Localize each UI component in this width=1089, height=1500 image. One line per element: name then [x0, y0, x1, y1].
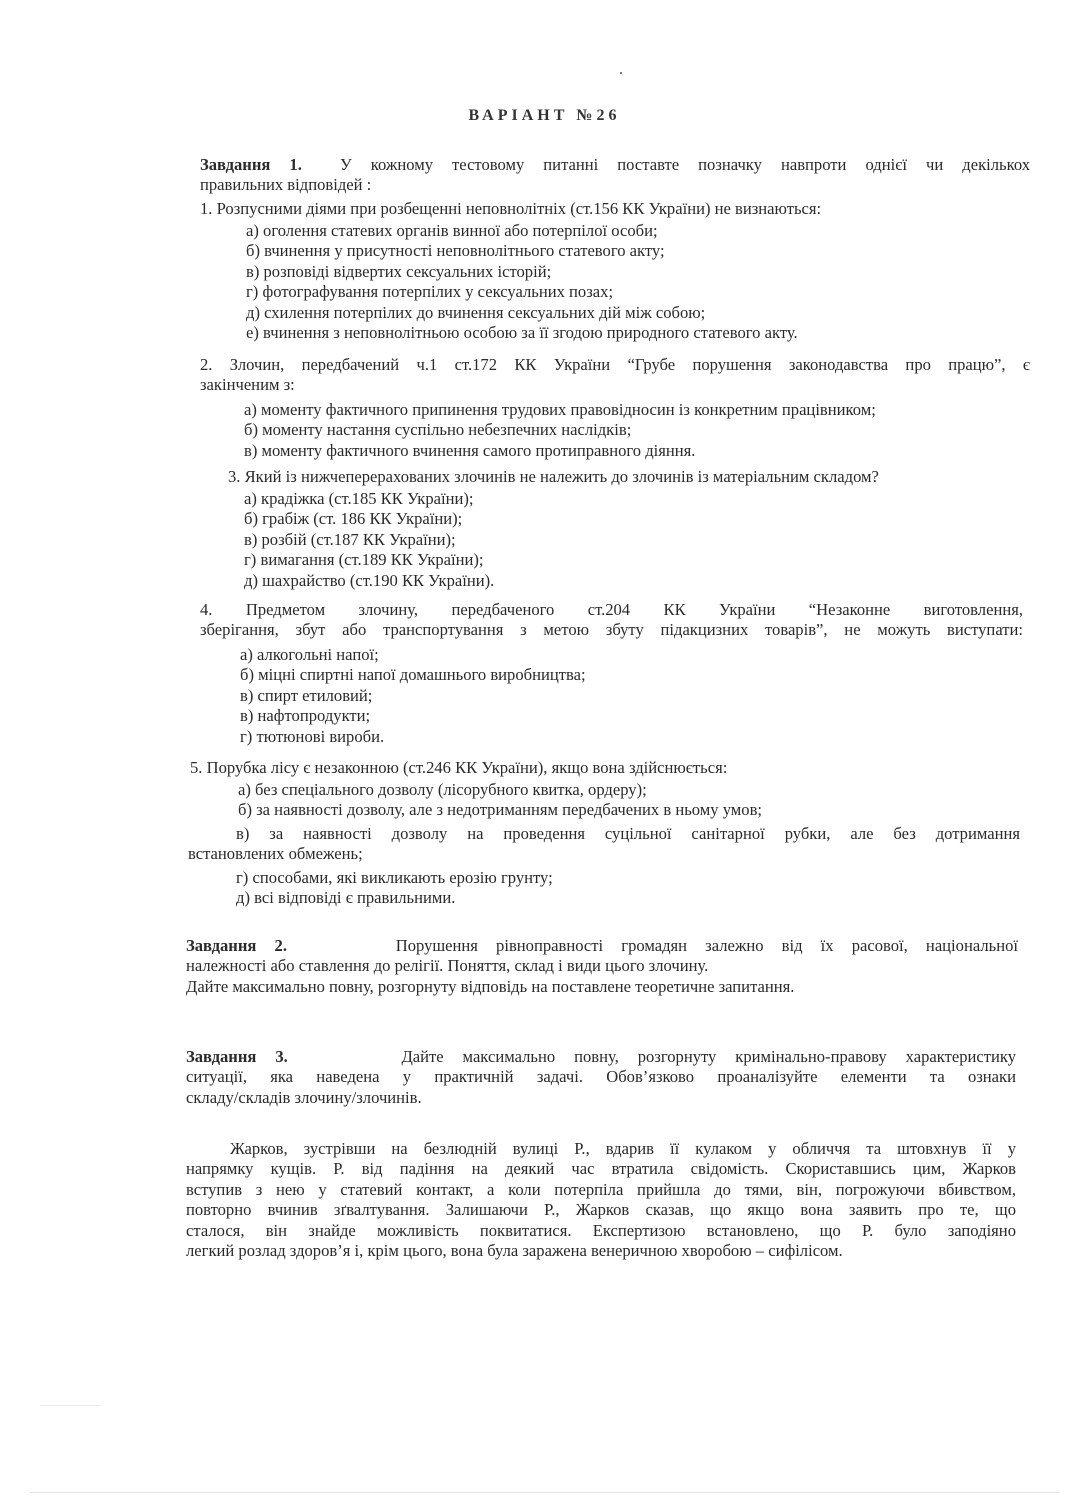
- question-3-text: 3. Який із нижчеперерахованих злочинів не належить до злочинів із матеріальним складом?: [228, 467, 879, 486]
- option: в) моменту фактичного вчинення самого протиправного діяння.: [244, 440, 696, 460]
- task2-line3: Дайте максимально повну, розгорнуту відповідь на поставлене теоретичне запитання.: [186, 976, 795, 996]
- task1-intro-line1: Завдання 1. У кожному тестовому питанні поставте позначку навпроти однієї чи декількох: [200, 155, 1030, 174]
- option: в) розповіді відвертих сексуальних історій;: [246, 261, 552, 281]
- question-4: [200, 600, 1023, 641]
- option: в) нафтопродукти;: [240, 706, 371, 726]
- option: г) вимагання (ст.189 КК України);: [244, 550, 484, 570]
- option: д) схилення потерпілих до вчинення сексуальних дій між собою;: [246, 302, 706, 322]
- option: а) оголення статевих органів винної або потерпілої особи;: [246, 221, 658, 240]
- option: б) міцні спиртні напої домашнього виробництва;: [240, 665, 586, 685]
- option: г) фотографування потерпілих у сексуальних позах;: [246, 282, 614, 302]
- question-5-options-tail: [236, 868, 553, 909]
- task2: [186, 936, 1018, 997]
- question-2-options: [244, 400, 876, 461]
- question-3-options: [244, 489, 494, 591]
- question-2-line1: 2. Злочин, передбачений ч.1 ст.172 КК України “Грубе порушення законодавства про працю”, є: [200, 355, 1030, 374]
- task2-line2: належності або ставлення до релігії. Поняття, склад і види цього злочину.: [186, 956, 709, 976]
- option: б) за наявності дозволу, але з недотриманням передбачених в ньому умов;: [238, 800, 763, 820]
- option: д) шахрайство (ст.190 КК України).: [244, 570, 495, 590]
- option: а) крадіжка (ст.185 КК України);: [244, 489, 474, 508]
- case-line: сталося, він знайде можливість поквитатися. Експертизою встановлено, що Р. було заподіяно: [186, 1220, 1016, 1240]
- task1-intro-line2: правильних відповідей :: [200, 175, 372, 195]
- option: б) вчинення у присутності неповнолітнього статевого акту;: [246, 241, 665, 261]
- task3-line3: складу/складів злочину/злочинів.: [186, 1087, 422, 1107]
- scan-speck: [620, 72, 622, 74]
- question-5-option-c: [188, 824, 1020, 865]
- option: г) способами, які викликають ерозію грунту;: [236, 868, 553, 887]
- case-line: повторно вчинив зґвалтування. Залишаючи Р., Жарков сказав, що якщо вона заявить про те, що: [186, 1200, 1016, 1220]
- question-5: [190, 758, 727, 778]
- question-3: [228, 467, 879, 487]
- option-c-line2: встановлених обмежень;: [188, 844, 363, 864]
- question-1: [200, 199, 821, 219]
- option: а) алкогольні напої;: [240, 645, 379, 664]
- option: д) всі відповіді є правильними.: [236, 888, 456, 908]
- option: е) вчинення з неповнолітньою особою за її згодою природного статевого акту.: [246, 323, 798, 343]
- question-2: [200, 355, 1030, 396]
- question-2-line2: закінченим з:: [200, 375, 295, 395]
- task1-label: Завдання 1.: [200, 155, 302, 174]
- case-line: вступив з нею у статевий контакт, а коли потерпіла прийшла до тями, він, погрожуючи вбивством,: [186, 1179, 1016, 1199]
- task2-label: Завдання 2.: [186, 936, 287, 955]
- case-line: напрямку кущів. Р. від падіння на деякий час втратила свідомість. Скориставшись цим, Жарков: [186, 1159, 1016, 1179]
- case-text: [186, 1139, 1016, 1261]
- case-line: Жарков, зустрівши на безлюдній вулиці Р., вдарив її кулаком у обличчя та штовхнув її у: [230, 1139, 1016, 1158]
- option-c-line1: в) за наявності дозволу на проведення суцільної санітарної рубки, але без дотримання: [236, 824, 1020, 843]
- question-5-options: [238, 780, 762, 821]
- question-4-options: [240, 645, 586, 747]
- case-line: легкий розлад здоров’я і, крім цього, вона була заражена венеричною хворобою – сифілісом.: [186, 1241, 843, 1261]
- scan-edge: [30, 1492, 1060, 1493]
- option: б) грабіж (ст. 186 КК України);: [244, 509, 463, 529]
- option: а) моменту фактичного припинення трудових правовідносин із конкретним працівником;: [244, 400, 876, 419]
- question-1-options: [246, 221, 798, 343]
- task1-intro: [200, 155, 1030, 196]
- option: в) розбій (ст.187 КК України);: [244, 529, 456, 549]
- variant-title: ВАРІАНТ №26: [468, 107, 621, 124]
- task2-line1: Завдання 2. Порушення рівноправності громадян залежно від їх расової, національної: [186, 936, 1018, 955]
- question-4-line1: 4. Предметом злочину, передбаченого ст.204 КК України “Незаконне виготовлення,: [200, 600, 1023, 619]
- task3-label: Завдання 3.: [186, 1047, 288, 1066]
- scan-mark: [40, 1405, 100, 1406]
- question-5-text: 5. Порубка лісу є незаконною (ст.246 КК України), якщо вона здійснюється:: [190, 758, 728, 777]
- question-1-text: 1. Розпусними діями при розбещенні неповнолітніх (ст.156 КК України) не визнаються:: [200, 199, 822, 218]
- option: а) без спеціального дозволу (лісорубного квитка, ордеру);: [238, 780, 647, 799]
- task3-line1: Завдання 3. Дайте максимально повну, розгорнуту кримінально-правову характеристику: [186, 1047, 1016, 1066]
- option: г) тютюнові вироби.: [240, 726, 385, 746]
- question-4-line2: зберігання, збут або транспортування з метою збуту підакцизних товарів”, не можуть виступати:: [200, 620, 1023, 640]
- task3: [186, 1047, 1016, 1108]
- task3-line2: ситуації, яка наведена у практичній задачі. Обов’язково проаналізуйте елементи та ознаки: [186, 1067, 1016, 1087]
- option: в) спирт етиловий;: [240, 685, 373, 705]
- option: б) моменту настання суспільно небезпечних наслідків;: [244, 420, 632, 440]
